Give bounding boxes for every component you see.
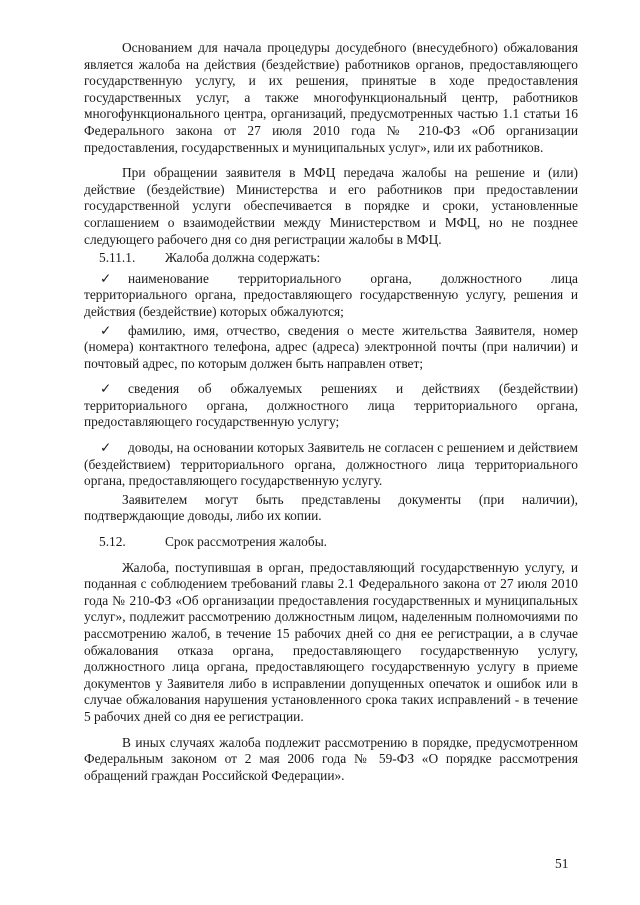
item-number: 5.12. — [99, 534, 126, 550]
bullet-text: доводы, на основании которых Заявитель не согласен с решением и действием (бездействием) территориального органа, должностного лица территориального органа, предоставляющего государственную услугу. — [84, 440, 578, 489]
item-text: Срок рассмотрения жалобы. — [165, 534, 328, 550]
document-body — [84, 40, 578, 793]
checkmark-icon: ✓ — [100, 440, 112, 456]
item-5-11-1 — [84, 250, 578, 267]
bullet-item — [84, 440, 578, 490]
checkmark-icon: ✓ — [100, 322, 112, 338]
bullet-text: фамилию, имя, отчество, сведения о месте жительства Заявителя, номер (номера) контактного телефона, адрес (адреса) электронной почты (при наличии) и почтовый адрес, по которым должен быть направлен ответ; — [84, 322, 578, 371]
item-5-12 — [84, 534, 578, 551]
bullet-item — [84, 323, 578, 373]
paragraph-other-cases: В иных случаях жалоба подлежит рассмотрению в порядке, предусмотренном Федеральным законом от 2 мая 2006 года № 59-ФЗ «О порядке рассмотрения обращений граждан Российской Федерации». — [84, 734, 578, 783]
paragraph-grounds-for-appeal: Основанием для начала процедуры досудебного (внесудебного) обжалования является жалоба на действия (бездействие) работников органов, предоставляющего государственную услугу, и их решения, принятые в ходе предоставления государственных услуг, а также многофункциональный центр, работников многофункционального центра, организаций, предусмотренных частью 1.1 статьи 16 Федерального закона от 27 июля 2010 года № 210-ФЗ «Об организации предоставления, государственных и муниципальных услуг», или их работников. — [84, 40, 578, 155]
item-text: Жалоба должна содержать: — [165, 250, 321, 266]
paragraph-review-term: Жалоба, поступившая в орган, предоставляющий государственную услугу, и поданная с соблюдением требований главы 2.1 Федерального закона от 27 июля 2010 года № 210-ФЗ «Об организации предоставления государственных и муниципальных услуг», подлежит рассмотрению должностным лицом, наделенным полномочиями по рассмотрению жалоб, в течение 15 рабочих дней со дня ее регистрации, а в случае обжалования отказа органа, предоставляющего государственную услугу, должностного лица органа, предоставляющего государственную услугу в приеме документов у Заявителя либо в исправлении допущенных опечаток и ошибок или в случае обжалования нарушения установленного срока таких исправлений - в течение 5 рабочих дней со дня ее регистрации. — [84, 559, 578, 724]
checkmark-icon: ✓ — [100, 270, 112, 286]
item-number: 5.11.1. — [99, 250, 136, 266]
bullet-item — [84, 381, 578, 431]
bullet-item — [84, 271, 578, 321]
page-number: 51 — [555, 856, 569, 871]
bullet-text: сведения об обжалуемых решениях и действиях (бездействии) территориального органа, должностного лица территориального органа, предоставляющего государственную услугу; — [84, 381, 578, 430]
paragraph-documents: Заявителем могут быть представлены документы (при наличии), подтверждающие доводы, либо их копии. — [84, 491, 578, 524]
checkmark-icon: ✓ — [100, 381, 112, 397]
bullet-text: наименование территориального органа, должностного лица территориального органа, предоставляющего государственную услугу, решения и действия (бездействие) которых обжалуются; — [84, 270, 578, 319]
paragraph-mfc-transfer: При обращении заявителя в МФЦ передача жалобы на решение и (или) действие (бездействие) Министерства и его работников при предоставлении государственной услуги обеспечивается в порядке и сроки, установленные соглашением о взаимодействии между Министерством и МФЦ, но не позднее следующего рабочего дня со дня регистрации жалобы в МФЦ. — [84, 165, 578, 247]
